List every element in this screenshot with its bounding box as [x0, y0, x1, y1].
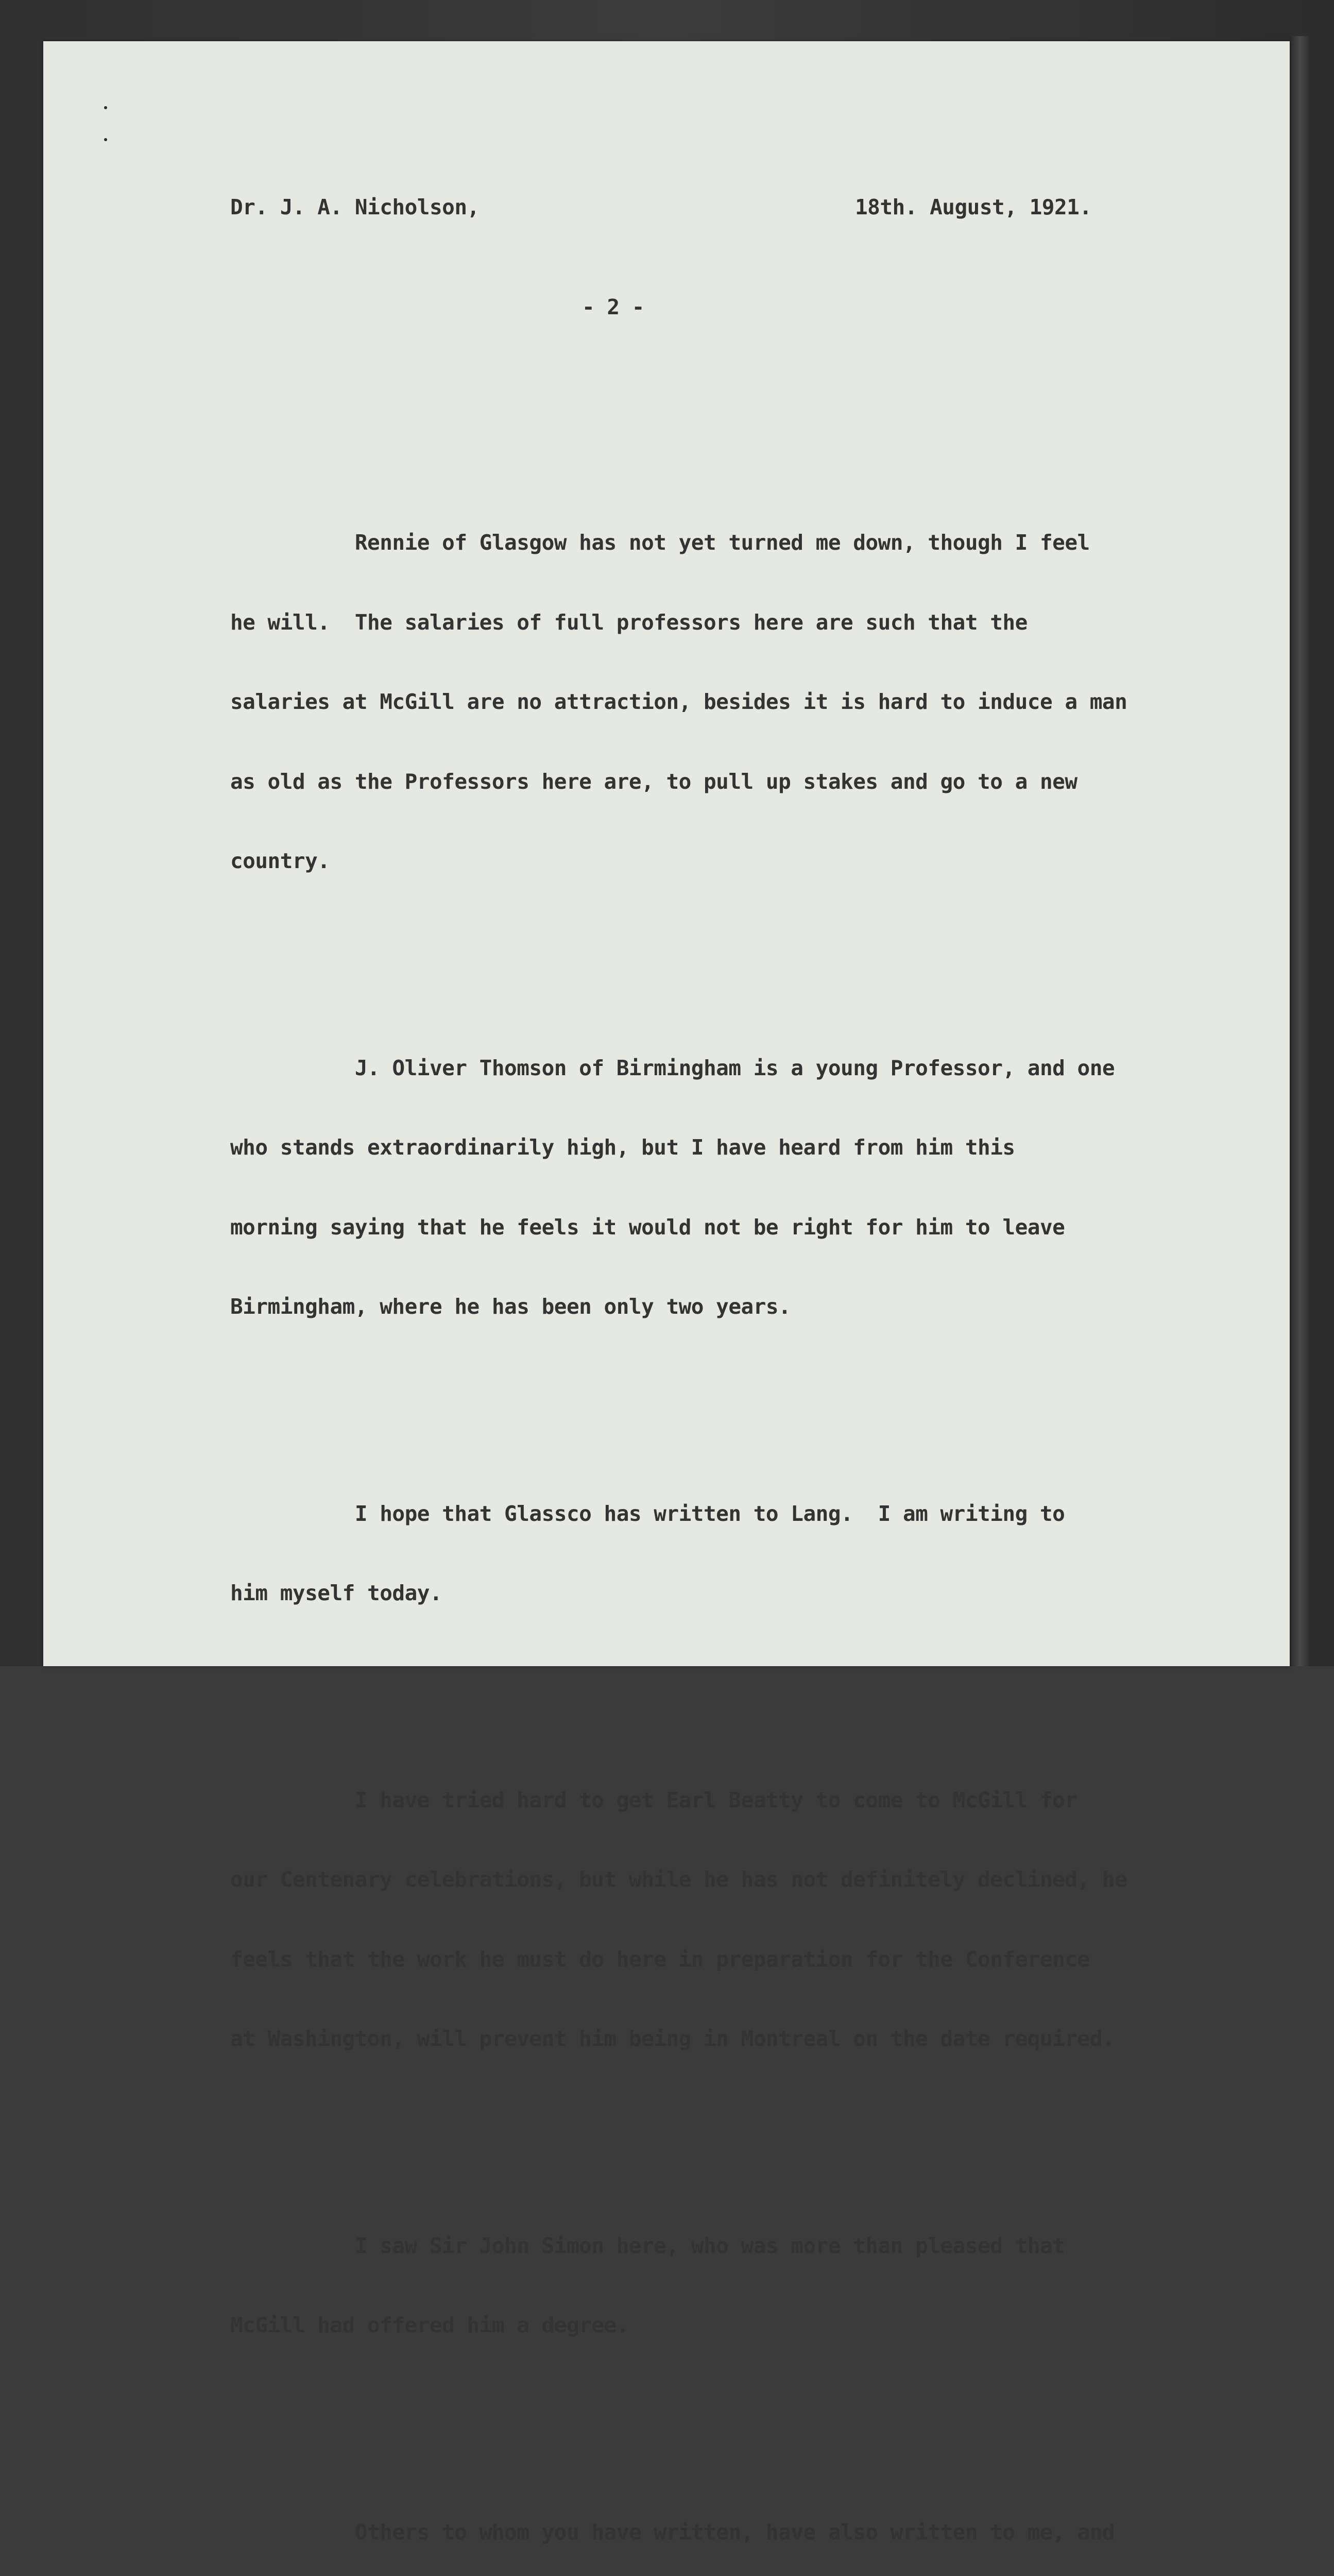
- punch-mark: [104, 138, 107, 141]
- page-number: - 2 -: [582, 295, 644, 319]
- text-line: I have tried hard to get Earl Beatty to come to McGill for: [230, 1787, 1127, 1814]
- text-line: at Washington, will prevent him being in Montreal on the date required.: [230, 2026, 1127, 2053]
- text-line: morning saying that he feels it would not be right for him to leave: [230, 1214, 1127, 1241]
- paragraph-rennie: [230, 477, 1127, 928]
- text-line: Rennie of Glasgow has not yet turned me down, though I feel: [230, 530, 1127, 556]
- text-line: I saw Sir John Simon here, who was more than pleased that: [230, 2233, 1127, 2260]
- paragraph-simon: [230, 2180, 1127, 2392]
- text-line: country.: [230, 848, 1127, 875]
- page-stack-edge: [1290, 36, 1310, 1666]
- text-line: our Centenary celebrations, but while he has not definitely declined, he: [230, 1867, 1127, 1893]
- paragraph-glassco: [230, 1448, 1127, 1660]
- text-line: Birmingham, where he has been only two years.: [230, 1294, 1127, 1320]
- paragraph-others: [230, 2466, 1127, 2576]
- text-line: him myself today.: [230, 1580, 1127, 1607]
- text-line: J. Oliver Thomson of Birmingham is a young Professor, and one: [230, 1055, 1127, 1082]
- letter-date: 18th. August, 1921.: [855, 195, 1092, 219]
- letter-body: [230, 423, 1127, 2576]
- paragraph-beatty: [230, 1734, 1127, 2106]
- recipient-line: Dr. J. A. Nicholson,: [230, 195, 480, 219]
- text-line: McGill had offered him a degree.: [230, 2312, 1127, 2339]
- text-line: Others to whom you have written, have also written to me, and: [230, 2519, 1127, 2546]
- text-line: as old as the Professors here are, to pull up stakes and go to a new: [230, 769, 1127, 795]
- text-line: who stands extraordinarily high, but I have heard from him this: [230, 1134, 1127, 1161]
- text-line: salaries at McGill are no attraction, besides it is hard to induce a man: [230, 689, 1127, 716]
- text-line: feels that the work he must do here in preparation for the Conference: [230, 1946, 1127, 1973]
- text-line: he will. The salaries of full professors here are such that the: [230, 609, 1127, 636]
- punch-mark: [104, 106, 107, 109]
- text-line: I hope that Glassco has written to Lang. I am writing to: [230, 1501, 1127, 1528]
- paragraph-thomson: [230, 1002, 1127, 1374]
